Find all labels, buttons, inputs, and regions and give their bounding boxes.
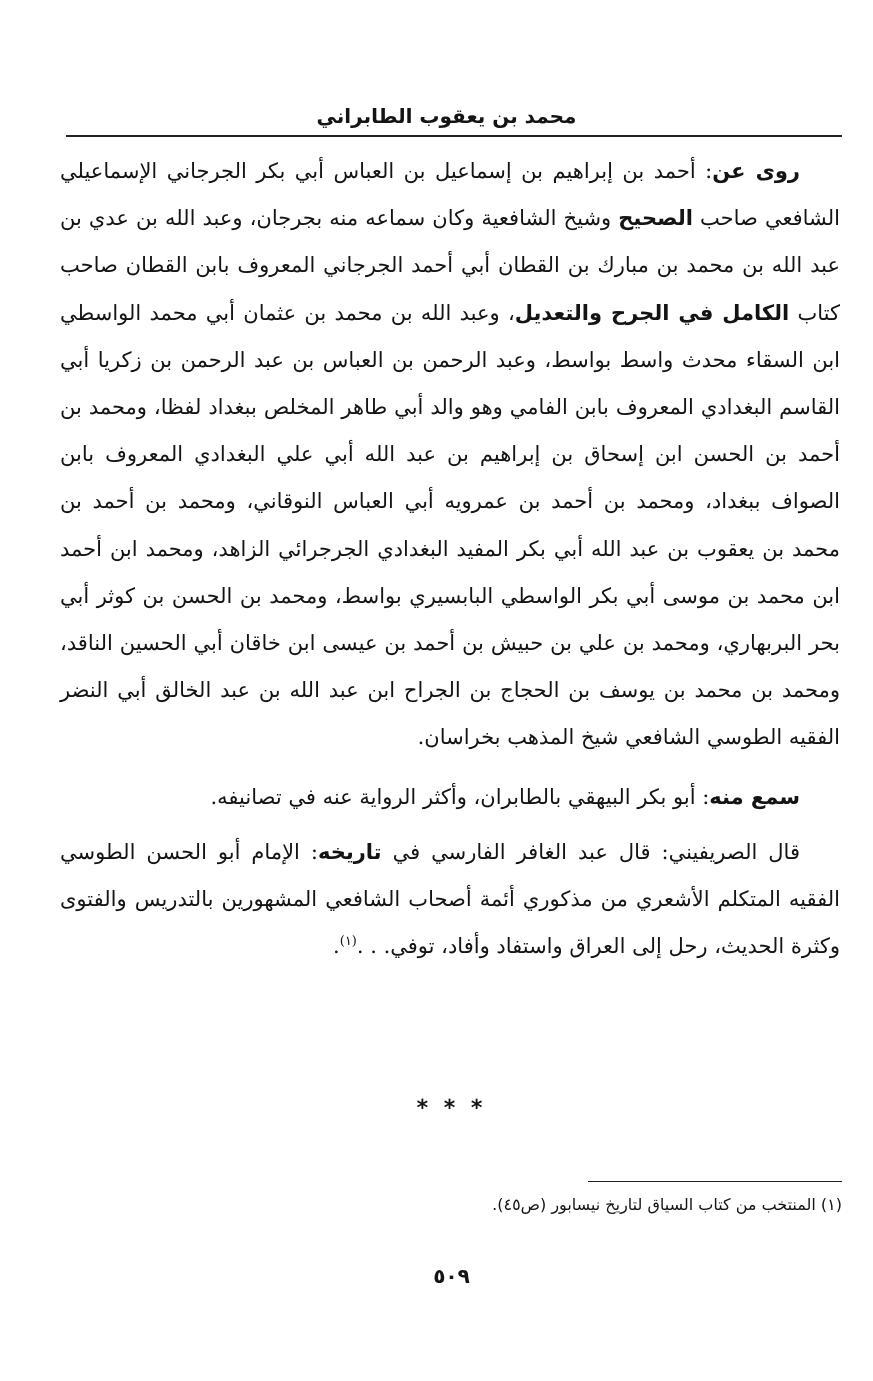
paragraph-end: .: [333, 934, 340, 959]
footnote-rule: [588, 1181, 842, 1182]
book-title-tarikh: تاريخه: [317, 839, 382, 864]
running-title: محمد بن يعقوب الطابراني: [316, 104, 577, 128]
section-label-narrated-from: روى عن: [712, 159, 800, 183]
footnote: (١) المنتخب من كتاب السياق لتاريخ نيسابور (ص٤٥).: [492, 1195, 842, 1214]
paragraph-text: : الإمام أبو الحسن الطوسي الفقيه المتكلم الأشعري من مذكوري أئمة أصحاب الشافعي المشهورين بالتدريس والفتوى وكثرة الحديث، رحل إلى العراق واستفاد وأفاد، توفي. . .: [60, 839, 840, 959]
paragraph-text: قال الصريفيني: قال عبد الغافر الفارسي في: [381, 839, 800, 864]
section-separator: * * *: [416, 1096, 487, 1121]
paragraph-heard-from-him: [60, 774, 840, 821]
header-rule: [66, 135, 842, 137]
paragraph-text: : أحمد بن إبراهيم بن إسماعيل بن العباس أبي بكر الجرجاني الإسماعيلي الشافعي صاحب: [60, 159, 840, 231]
paragraph-sarifini-quote: [60, 829, 840, 971]
paragraph-narrated-from: [60, 148, 840, 762]
book-title-sahih: الصحيح: [618, 206, 693, 231]
section-label-heard-from-him: سمع منه: [709, 784, 800, 809]
page-number: ٥٠٩: [433, 1264, 470, 1288]
book-title-kamil: الكامل في الجرح والتعديل: [514, 300, 790, 325]
paragraph-text: وشيخ الشافعية وكان سماعه منه بجرجان، وعبد الله بن عدي بن عبد الله بن محمد بن مبارك بن القطان أبي أحمد الجرجاني المعروف بابن القطان صاحب كتاب: [60, 206, 840, 325]
footnote-reference[interactable]: (١): [339, 934, 357, 950]
paragraph-text: ، وعبد الله بن محمد بن عثمان أبي محمد الواسطي ابن السقاء محدث واسط بواسط، وعبد الرحمن بن العباس بن عبد الرحمن بن زكريا أبي القاسم البغدادي المعروف بابن الفامي وهو والد أبي طاهر المخلص ببغداد لفظا، ومحمد بن أحمد بن الحسن ابن إسحاق بن إبراهيم بن عبد الله أبي علي البغدادي المعروف بابن الصواف ببغداد، ومحمد بن أحمد بن عمرويه أبي العباس النوقاني، ومحمد بن أحمد بن محمد بن يعقوب بن عبد الله أبي بكر المفيد البغدادي الجرجرائي الزاهد، ومحمد ابن أحمد ابن محمد بن موسى أبي بكر الواسطي البابسيري بواسط، ومحمد بن الحسن بن كوثر أبي بحر البربهاري، ومحمد بن علي بن حبيش بن أحمد بن عيسى ابن خاقان أبي الحسين الناقد، ومحمد بن محمد بن يوسف بن الحجاج بن الجراح ابن عبد الله بن عبد الخالق أبي النضر الفقيه الطوسي الشافعي شيخ المذهب بخراسان.: [60, 300, 840, 750]
paragraph-text: : أبو بكر البيهقي بالطابران، وأكثر الرواية عنه في تصانيفه.: [210, 784, 710, 809]
main-text: [60, 148, 840, 970]
